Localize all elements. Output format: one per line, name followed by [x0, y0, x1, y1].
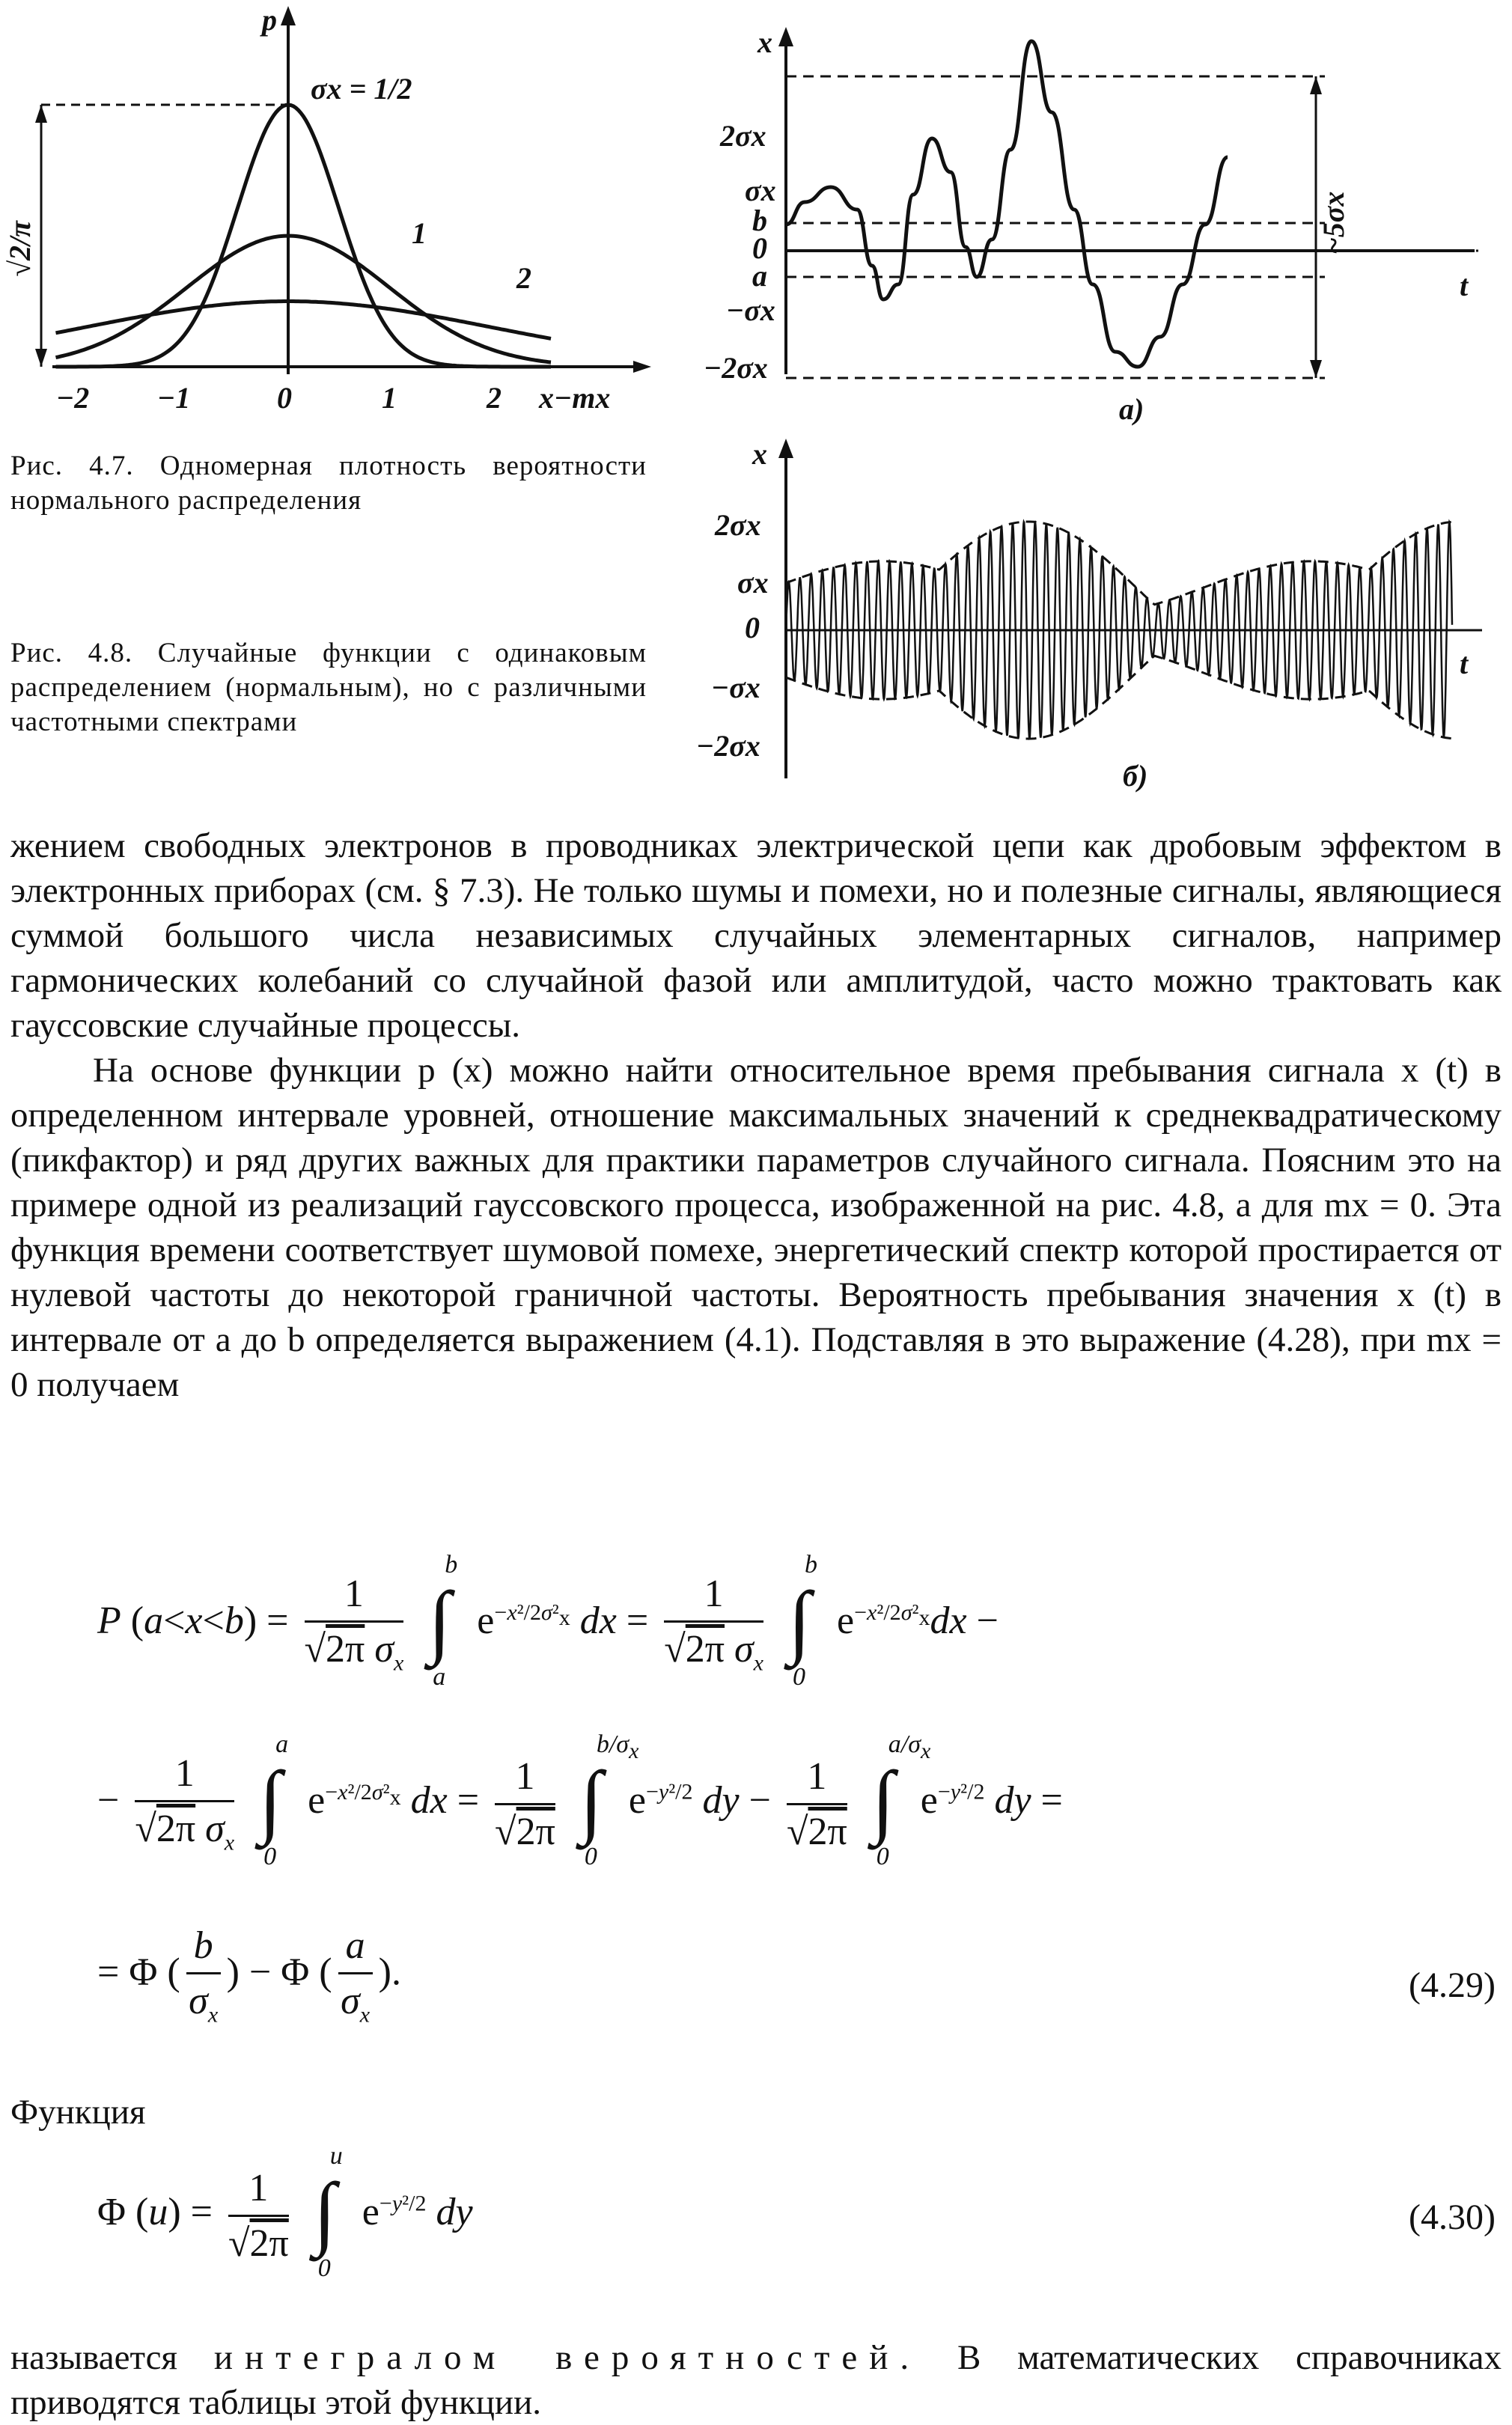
fig48b-envelope-upper	[786, 522, 1452, 605]
fig48b-sub-label: б)	[1123, 759, 1148, 793]
equation-4-29-number: (4.29)	[1409, 1965, 1496, 2005]
fig48a-sub-label: а)	[1119, 392, 1144, 426]
body-text	[10, 823, 1502, 1407]
fig47-curve-label-2: 2	[516, 261, 531, 295]
fig48b-y-axis-label: x	[752, 437, 767, 471]
x-axis-label: x−mx	[539, 381, 611, 415]
y-tick-label: 0	[745, 611, 760, 644]
y-axis-arrow-icon	[778, 439, 793, 458]
closing-text-part-2: В математических справочниках приводятся таблицы этой функции.	[10, 2338, 1502, 2422]
y-tick-label: −σx	[711, 671, 760, 704]
dimension-arrow-down-icon	[35, 349, 47, 367]
closing-text-part-1: называется	[10, 2338, 178, 2377]
figure-4-7	[0, 0, 659, 434]
fig47-x-ticks	[56, 381, 610, 415]
density-curve-2	[56, 236, 552, 362]
equation-4-29-line-1: P (a<x<b) = $\frac{1}{√2\pi \sigma_x}$ ∫ b a $e^{-x^2/2\sigma^2_x}$ dx = $\frac{1}{√2\pi \sigma_x}$ ∫ b 0 $e^{-x^2/2\sigma^2_x}dx$ −	[97, 1551, 999, 1691]
x-axis-arrow-icon	[633, 361, 651, 373]
fig48a-t-label: t	[1460, 269, 1469, 302]
x-tick-label: −2	[56, 381, 90, 415]
fig48b-y-ticks	[696, 508, 769, 763]
span-arrow-up-icon	[1310, 76, 1322, 94]
y-tick-label: b	[752, 204, 767, 237]
equation-4-29-line-3: = Φ ( $\frac{b}{\sigma_x}$ ) − Φ ( $\frac{a}{\sigma_x}$ ).	[97, 1924, 401, 2028]
y-tick-label: −σx	[726, 293, 775, 327]
figure-4-8-caption: Рис. 4.8. Случайные функции с одинаковым распределением (нормальным), но с различными частотными спектрами	[10, 638, 647, 737]
fig48a-y-axis-label: x	[757, 25, 772, 59]
paragraph-2: На основе функции p (x) можно найти относительное время пребывания сигнала x (t) в определенном интервале уровней, отношение максимальных значений к среднеквадратическому (пикфактор) и ряд других важных для практики параметров случайного сигнала. Поясним это на примере одной из реализаций гауссовского процесса, изображенной на рис. 4.8, a для mx = 0. Эта функция времени соответствует шумовой помехе, энергетический спектр которой простирается от нулевой частоты до некоторой граничной частоты. Вероятность пребывания значения x (t) в интервале от a до b определяется выражением (4.1). Подставляя в это выражение (4.28), при mx = 0 получаем	[10, 1051, 1502, 1404]
y-tick-label: −2σx	[696, 729, 760, 763]
x-tick-label: −1	[157, 381, 191, 415]
fig47-y-side-label: √2/π	[3, 221, 37, 277]
x-tick-label: 1	[382, 381, 397, 415]
y-tick-label: 0	[752, 231, 767, 265]
closing-text	[10, 2335, 1502, 2425]
x-tick-label: 0	[277, 381, 292, 415]
equation-4-30-number: (4.30)	[1409, 2197, 1496, 2237]
equation-4-29-line-2: − $\frac{1}{√2\pi \sigma_x}$ ∫ a 0 $e^{-x^2/2\sigma^2_x}$ dx = $\frac{1}{√2\pi}$ ∫ $b/\sigma_x$ 0 $e^{-y^2/2}$ dy − $\frac{1}{√2\pi}$ ∫ $a/\sigma_x$ 0 $e^{-y^2/2}$ dy =	[97, 1730, 1063, 1870]
figure-4-7-caption: Рис. 4.7. Одномерная плотность вероятности нормального распределения	[10, 451, 647, 516]
y-axis-arrow-icon	[281, 6, 296, 25]
y-tick-label: σx	[745, 174, 776, 207]
y-tick-label: 2σx	[715, 508, 761, 542]
dimension-arrow-up-icon	[35, 105, 47, 123]
figure-4-8a	[674, 0, 1505, 434]
y-tick-label: 2σx	[720, 119, 766, 153]
fig48a-y-ticks	[704, 119, 776, 385]
fig47-curves	[56, 105, 552, 367]
closing-text-spaced-term: интегралом вероятностей.	[213, 2338, 921, 2377]
closing-paragraph	[10, 2335, 1502, 2425]
fig48a-signal-curve	[786, 41, 1228, 367]
y-tick-label: σx	[737, 566, 769, 600]
density-curve-3	[56, 302, 552, 339]
fig47-y-axis-label: p	[262, 3, 277, 37]
y-axis-arrow-icon	[778, 27, 793, 46]
fig48a-span-label: ~5σx	[1317, 191, 1350, 254]
x-tick-label: 2	[487, 381, 502, 415]
figure-4-8b	[674, 434, 1505, 816]
paragraph-1: жением свободных электронов в проводниках электрической цепи как дробовым эффектом в электронных приборах (см. § 7.3). Не только шумы и помехи, но и полезные сигналы, являющиеся суммой большого числа независимых случайных элементарных сигналов, например гармонических колебаний со случайной фазой или амплитудой, часто можно трактовать как гауссовские случайные процессы.	[10, 826, 1502, 1045]
fig47-curve-label-top: σx = 1/2	[311, 72, 412, 106]
y-tick-label: a	[752, 259, 767, 293]
function-word: Функция	[10, 2093, 146, 2132]
y-tick-label: −2σx	[704, 351, 768, 385]
fig47-curve-label-1: 1	[412, 216, 427, 250]
fig48b-t-label: t	[1460, 647, 1469, 680]
span-arrow-down-icon	[1310, 360, 1322, 378]
equation-4-30: Φ (u) = $\frac{1}{√2\pi}$ ∫ u 0 $e^{-y^2/2}$ dy	[97, 2142, 473, 2282]
